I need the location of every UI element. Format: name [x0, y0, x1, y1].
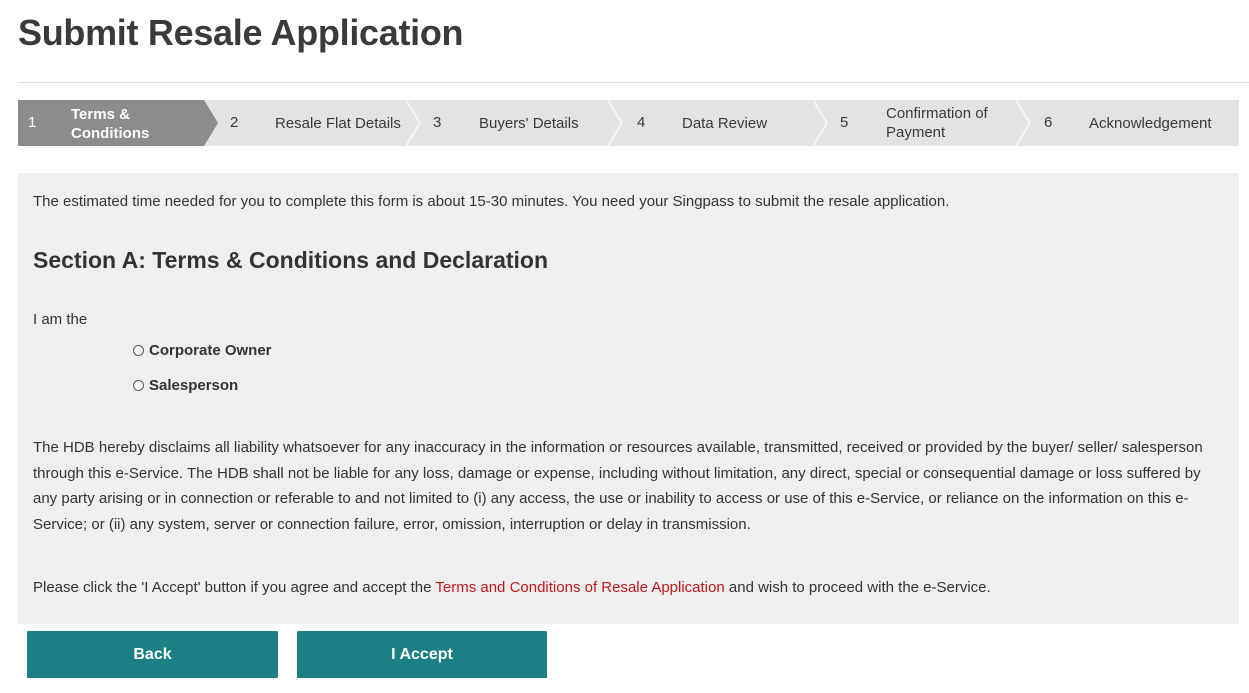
step-label: Data Review — [682, 115, 768, 132]
role-prompt: I am the — [33, 311, 88, 328]
step-confirmation-of-payment — [830, 100, 1016, 146]
step-label: Confirmation of Payment — [886, 105, 988, 141]
step-separator — [608, 100, 622, 146]
step-separator — [406, 100, 420, 146]
page-title: Submit Resale Application — [18, 12, 464, 53]
step-label: Buyers' Details — [479, 115, 579, 132]
step-number: 3 — [433, 114, 442, 131]
step-separator — [813, 100, 827, 146]
step-number: 1 — [28, 114, 37, 131]
form-panel — [18, 173, 1239, 624]
step-acknowledgement — [1034, 100, 1239, 146]
radio-button[interactable] — [133, 345, 144, 356]
step-number: 6 — [1044, 114, 1053, 131]
radio-salesperson[interactable] — [133, 377, 238, 394]
step-number: 2 — [230, 114, 239, 131]
step-separator — [1016, 100, 1030, 146]
step-label: Acknowledgement — [1089, 115, 1212, 132]
disclaimer-text: The HDB hereby disclaims all liability whatsoever for any inaccuracy in the information or resources available, transmitted, received or provided by the buyer/ seller/ salesperson through this e-Service. The HDB shall not be liable for any loss, damage or expense, including without limitation, any direct, special or consequential damage or loss suffered by any party arising or in connection or referable to and not limited to (i) any access, the use or inability to access or use of this e-Service, or reliance on the information on this e-Service; or (ii) any system, server or connection failure, error, omission, interruption or delay in transmission. — [33, 439, 1203, 533]
active-step-arrow — [204, 100, 218, 146]
back-button[interactable]: Back — [27, 631, 278, 678]
radio-label: Salesperson — [149, 377, 239, 394]
radio-button[interactable] — [133, 380, 144, 391]
step-resale-flat-details — [220, 100, 406, 146]
step-terms-conditions — [18, 100, 204, 161]
section-title: Section A: Terms & Conditions and Declaration — [33, 247, 549, 273]
accept-button[interactable]: I Accept — [297, 631, 547, 678]
step-label: Resale Flat Details — [275, 115, 401, 132]
intro-text: The estimated time needed for you to complete this form is about 15-30 minutes. You need your Singpass to submit the resale application. — [33, 193, 950, 210]
title-divider — [18, 82, 1249, 83]
step-label: Terms & Conditions and Declarations — [71, 106, 192, 161]
step-buyers-details — [423, 100, 609, 146]
terms-conditions-link[interactable]: Terms and Conditions of Resale Application — [435, 579, 725, 596]
step-number: 4 — [637, 114, 646, 131]
step-number: 5 — [840, 114, 849, 131]
progress-stepper — [18, 100, 1239, 161]
radio-corporate-owner[interactable] — [133, 342, 272, 359]
step-data-review — [627, 100, 813, 146]
radio-label: Corporate Owner — [149, 342, 272, 359]
accept-instructions: Please click the 'I Accept' button if you agree and accept the Terms and Conditions of Resale Application and wish to proceed with the e-Service. — [33, 579, 991, 596]
